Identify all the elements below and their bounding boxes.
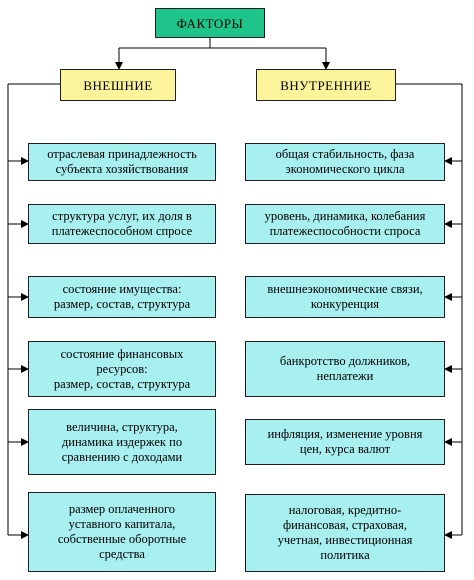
category-external: ВНЕШНИЕ [60, 69, 176, 101]
external-factor: состояние имущества: размер, состав, структура [28, 276, 216, 318]
category-internal: ВНУТРЕННИЕ [256, 69, 396, 101]
external-factor: отраслевая принадлежность субъекта хозяйствования [28, 143, 216, 181]
internal-factor: уровень, динамика, колебания платежеспособности спроса [245, 204, 445, 244]
internal-factor: внешнеэкономические связи, конкуренция [245, 276, 445, 318]
internal-factor: банкротство должников, неплатежи [245, 341, 445, 397]
external-factor: состояние финансовых ресурсов: размер, состав, структура [28, 341, 216, 397]
internal-factor: инфляция, изменение уровня цен, курса валют [245, 419, 445, 465]
internal-factor: налоговая, кредитно- финансовая, страховая, учетная, инвестиционная политика [245, 494, 445, 572]
external-factor: величина, структура, динамика издержек по сравнению с доходами [28, 409, 216, 475]
root-node: ФАКТОРЫ [155, 8, 265, 38]
external-factor: размер оплаченного уставного капитала, собственные оборотные средства [28, 492, 216, 572]
internal-factor: общая стабильность, фаза экономического цикла [245, 143, 445, 181]
external-factor: структура услуг, их доля в платежеспособном спросе [28, 204, 216, 244]
